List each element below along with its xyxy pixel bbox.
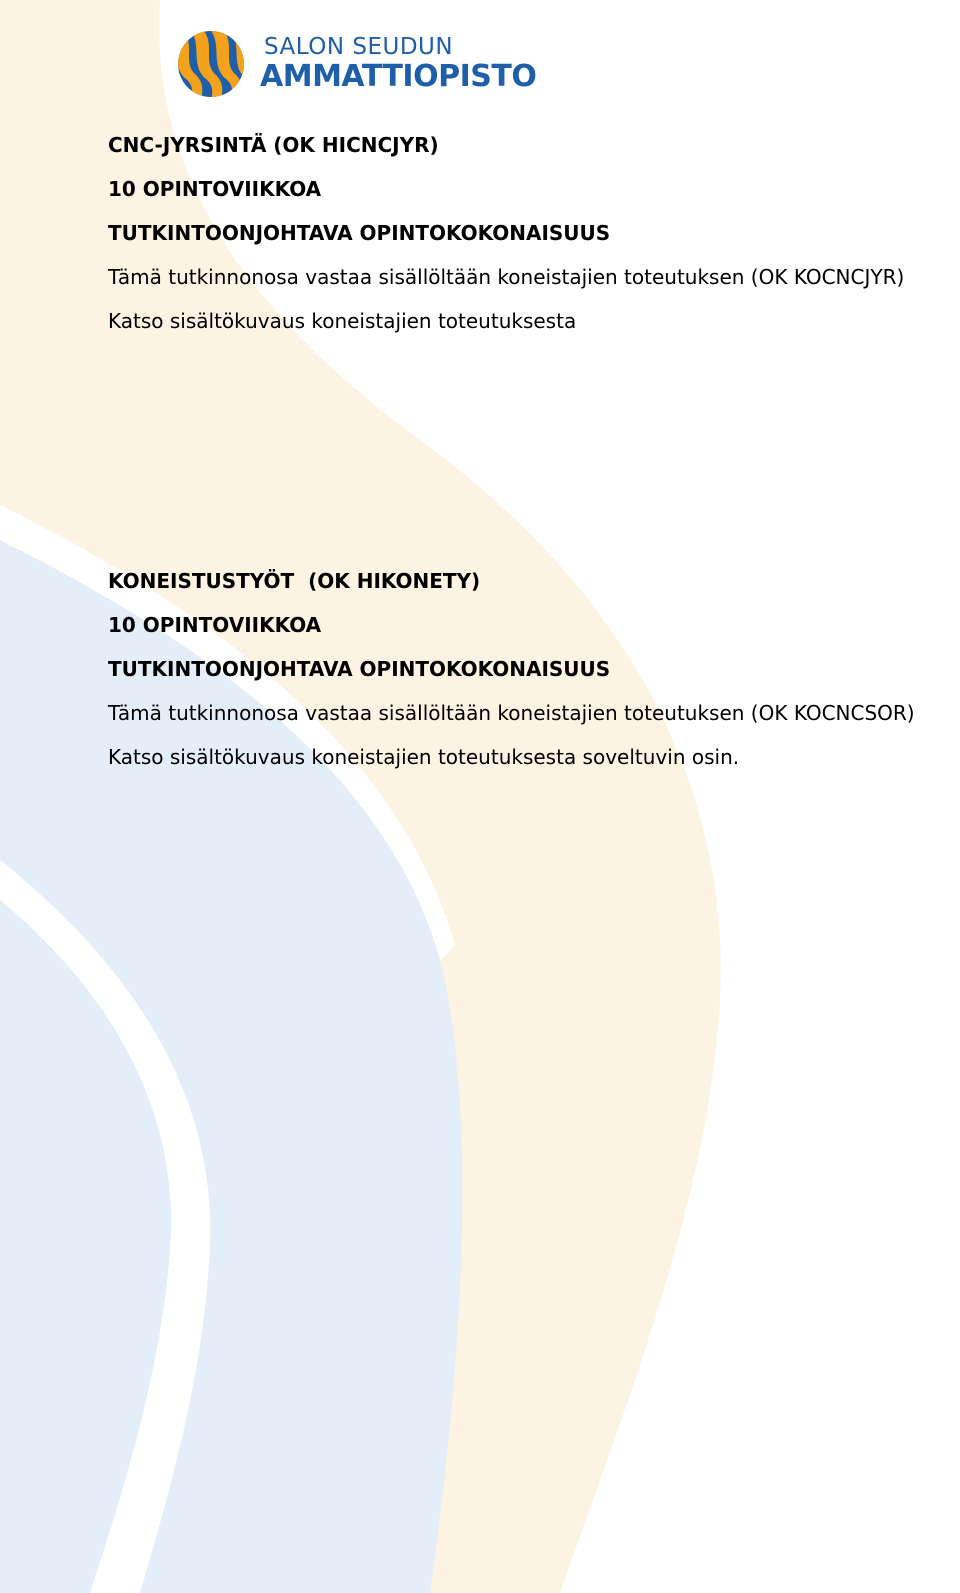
section-title: KONEISTUSTYÖT (OK HIKONETY) <box>108 569 481 593</box>
logo-emblem-icon <box>176 29 246 99</box>
logo-line1: SALON SEUDUN <box>264 34 454 60</box>
section-description: Tämä tutkinnonosa vastaa sisällöltään koneistajien toteutuksen (OK KOCNCSOR) <box>108 701 915 725</box>
logo <box>176 28 536 100</box>
logo-line2: AMMATTIOPISTO <box>260 59 537 94</box>
section-description: Tämä tutkinnonosa vastaa sisällöltään koneistajien toteutuksen (OK KOCNCJYR) <box>108 265 905 289</box>
section-title: CNC-JYRSINTÄ (OK HICNCJYR) <box>108 133 439 157</box>
course-section-2 <box>108 566 960 786</box>
section-credits: 10 OPINTOVIIKKOA <box>108 613 322 637</box>
section-type: TUTKINTOONJOHTAVA OPINTOKOKONAISUUS <box>108 221 611 245</box>
section-reference: Katso sisältökuvaus koneistajien toteutuksesta <box>108 309 577 333</box>
logo-wordmark <box>260 34 536 94</box>
section-reference: Katso sisältökuvaus koneistajien toteutuksesta soveltuvin osin. <box>108 745 740 769</box>
section-type: TUTKINTOONJOHTAVA OPINTOKOKONAISUUS <box>108 657 611 681</box>
section-credits: 10 OPINTOVIIKKOA <box>108 177 322 201</box>
course-section-1 <box>108 130 960 350</box>
